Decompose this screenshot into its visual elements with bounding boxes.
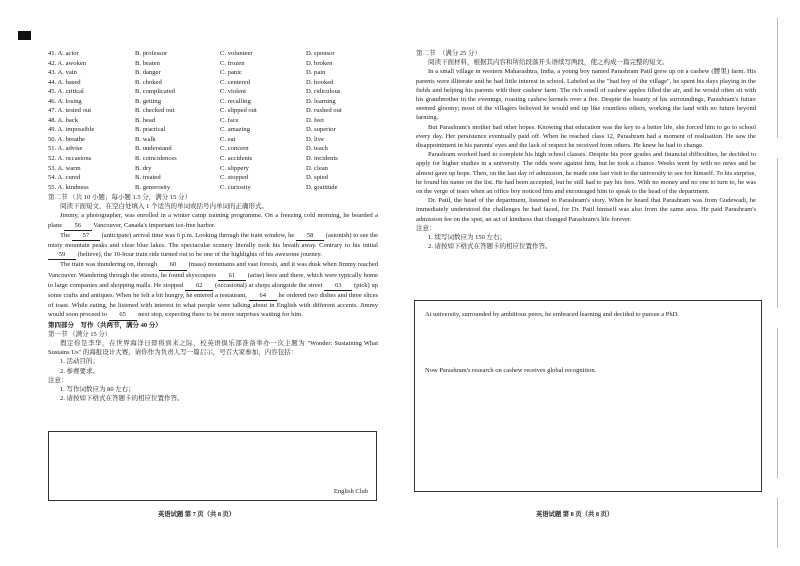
writing-prompt: 假定你是李华，在世界海洋日即将到来之际，校英语俱乐部准备举办一次主题为 "Wonder: Sustaining What Sustains Us" 的海报设计大赛，请你作为负责人写一篇启示，号召大家参加，内容包括： <box>48 340 378 357</box>
passage-paragraph <box>48 211 378 230</box>
option: D. ridiculous <box>306 88 341 96</box>
continuation-writing-section <box>416 49 756 251</box>
option: D. learning <box>306 97 336 105</box>
option: C. concern <box>220 145 249 153</box>
option-row <box>48 78 378 88</box>
blank-64[interactable]: 64 <box>249 291 277 301</box>
story-paragraph: But Parashram's mother had other hopes. Knowing that education was the key to a better life, she forced him to go to school every day. Her persistence eventually paid off. When he reached class 12, Parashram had a moment of realisation. He saw the disappointment in his parents' eyes and the lack of respect he received from others. He knew he had to change. <box>416 123 756 150</box>
option: 41. A. actor <box>48 50 79 57</box>
option: 49. A. impossible <box>48 126 95 134</box>
passage-text: Vancouver, Canada's important ice-free harbor. <box>93 221 216 229</box>
option: B. choked <box>135 78 162 86</box>
grammar-fill-section <box>48 193 378 403</box>
option: 53. A. warm <box>48 164 81 172</box>
page-footer: 英语试题 第 8 页（共 8 页） <box>536 511 614 518</box>
blank-62[interactable]: 62 <box>185 281 213 291</box>
page-footer: 英语试题 第 7 页（共 8 页） <box>158 511 236 518</box>
option: D. live <box>306 135 324 143</box>
blank-60[interactable]: 60 <box>159 260 187 270</box>
option-row <box>48 173 378 183</box>
passage-text: The <box>60 231 71 239</box>
option-row <box>48 125 378 135</box>
passage-text: (arise) here and there, which were typically home to large companies and shopping malls. He stopped <box>48 271 379 289</box>
blank-65[interactable]: 65 <box>109 310 137 320</box>
option-row <box>48 87 378 97</box>
story-paragraph: Dr. Patil, the head of the department, listened to Parashram's story. When he heard that Parashram was from Gudewadi, he immediately understood the challenges he had faced, for Dr. Patil himself was also from the same area. He paid Parashram's admission fee on the spot, an act of kindness that changed Parashram's life forever. <box>416 197 756 223</box>
blank-56[interactable]: 56 <box>64 221 92 231</box>
box-opening-line-1: At university, surrounded by ambitious peers, he embraced learning and decided to pursue a PhD. <box>425 311 679 318</box>
passage-text: (astonish) to see the misty mountain peaks and clear blue lakes. The spectacular scenery literally took his breath away. Contrary to his initial <box>48 231 379 250</box>
option-row <box>48 68 378 78</box>
option: B. generosity <box>135 183 171 191</box>
binding-edge <box>772 18 784 548</box>
option: 50. A. breathe <box>48 135 85 143</box>
option: C. stopped <box>220 174 249 182</box>
option-row <box>48 59 378 69</box>
section-instruction: 阅读下面短文，在空白处填入 1 个适当的单词或括号内单词的正确形式。 <box>60 203 268 211</box>
option: 54. A. cured <box>48 174 81 182</box>
option: 42. A. awoken <box>48 59 87 67</box>
section-title: 第二节 （共 10 小题；每小题 1.5 分，满分 15 分） <box>48 194 191 201</box>
option: D. hooked <box>306 78 334 86</box>
option: 51. A. advise <box>48 145 83 153</box>
option: B. professor <box>135 50 168 57</box>
option: 52. A. occasions <box>48 155 92 163</box>
option: C. slipped out <box>220 107 257 115</box>
blank-63[interactable]: 63 <box>324 281 352 291</box>
option: C. face <box>220 116 239 124</box>
option: B. walk <box>135 135 156 143</box>
cloze-options <box>48 49 378 192</box>
option-row <box>48 106 378 116</box>
option: B. coincidences <box>135 155 177 163</box>
option: B. getting <box>135 97 162 105</box>
passage-text: (pick) up some crafts and antiques. When he felt a bit hungry, he entered a restaurant, <box>48 281 379 300</box>
page-marker <box>18 31 31 40</box>
prompt-item: 2. 参赛要求。 <box>60 367 99 375</box>
option-row <box>48 116 378 126</box>
note-item: 1. 续写词数应为 150 左右； <box>428 234 506 242</box>
option: D. teach <box>306 145 328 153</box>
prompt-item: 1. 活动目的； <box>60 358 99 366</box>
option: C. panic <box>220 69 242 77</box>
option: D. incidents <box>306 155 338 163</box>
option: 48. A. back <box>48 116 79 124</box>
option: C. amazing <box>220 126 251 134</box>
option: D. broken <box>306 59 333 67</box>
passage-text: (mass) mountains and vast forests, and it was dusk when Jimmy reached Vancouver. Wandering through the streets, he found skyscrapers <box>48 261 379 279</box>
option: C. volunteer <box>220 50 253 57</box>
right-page <box>400 0 800 566</box>
section-instruction: 阅读下面材料，根据其内容和所给段落开头语续写两段，使之构成一篇完整的短文。 <box>428 59 669 67</box>
section-title: 第一节 （满分 15 分） <box>48 330 112 338</box>
option: B. danger <box>135 69 161 77</box>
blank-58[interactable]: 58 <box>296 231 324 241</box>
option: C. violent <box>220 88 247 96</box>
option: C. accidents <box>220 155 253 163</box>
option: 45. A. critical <box>48 88 84 96</box>
note-label: 注意： <box>416 224 436 232</box>
note-label: 注意： <box>48 376 68 384</box>
option: B. dry <box>135 164 152 172</box>
option-row <box>48 154 378 164</box>
passage-paragraph <box>48 231 378 261</box>
blank-57[interactable]: 57 <box>72 231 100 241</box>
passage-text: he ordered two dishes and three slices of toast. While eating, he listened with interest to what people were talking about in English with different accents. Jimmy would soon proceed to <box>48 292 378 319</box>
passage-text: The train was thundering on, through <box>60 261 158 269</box>
part-title: 第四部分 写作（共两节，满分 40 分） <box>48 321 162 329</box>
note-item: 2. 请按如下格式在答题卡的相应位置作答。 <box>428 243 552 251</box>
note-item: 1. 写作词数应为 80 左右； <box>60 386 135 394</box>
option: B. checked out <box>135 107 175 115</box>
passage-text: next stop, expecting there to be more surprises waiting for him. <box>138 311 303 319</box>
option: D. gratitude <box>306 183 338 191</box>
section-title: 第二节 （满分 25 分） <box>416 50 481 57</box>
option-row <box>48 144 378 154</box>
option: 46. A. losing <box>48 97 82 105</box>
passage-text: (occasional) at shops alongside the street <box>215 281 323 289</box>
option: B. understand <box>135 145 172 153</box>
passage-text: (believe), the 10-hour train ride turned out to be one of the highlights of his awesome journey. <box>77 251 322 259</box>
option: D. spied <box>306 174 328 182</box>
option: B. head <box>135 116 156 124</box>
box-opening-line-2: Now Parashram's research on cashew receives global recognition. <box>425 367 597 374</box>
option: D. rushed out <box>306 107 342 115</box>
option: 55. A. kindness <box>48 183 89 191</box>
option: B. practical <box>135 126 166 134</box>
option-row <box>48 97 378 107</box>
note-item: 2. 请按如下格式在答题卡的相应位置作答。 <box>60 395 184 403</box>
option: C. frozen <box>220 59 245 67</box>
option: D. clean <box>306 164 328 172</box>
option: C. slippery <box>220 164 249 172</box>
option: 47. A. tested out <box>48 107 92 115</box>
passage-text: Jimmy, a photographer, was enrolled in a winter camp training programme. On a freezing cold morning, he boarded a plane <box>48 212 378 229</box>
option: D. feet <box>306 116 324 124</box>
option: 43. A. vain <box>48 69 77 77</box>
story-paragraph: Parashram worked hard to complete his high school classes. Despite his poor grades and financial difficulties, he decided to apply for higher studies in a university. The odds were against him, but he took a chance. Weeks went by with no news and he almost gave up hope. Then, on the last day of admission, he made one last visit to the university to see for himself. To his surprise, he found his name on the list. He had been accepted, but he still had to pay his fees. With no money and no one to turn to, he was on the verge of tears when an office boy noticed him and encouraged him to speak to the head of the department. <box>416 151 756 196</box>
blank-59[interactable]: 59 <box>48 250 76 260</box>
option: B. complicated <box>135 88 175 96</box>
option: C. eat <box>220 135 236 143</box>
option: 44. A. based <box>48 78 81 86</box>
passage-paragraph <box>48 260 378 320</box>
option: B. beaten <box>135 59 160 67</box>
option: C. curiosity <box>220 183 251 191</box>
option: C. recalling <box>220 97 251 105</box>
option: D. pain <box>306 69 326 77</box>
story-paragraph: In a small village in western Maharashtra, India, a young boy named Parashram Patil grew up on a cashew (腰果) farm. His parents were illiterate and he had little interest in school. Labeled as the "bad boy of the village", he spent his days playing in the fields and helping his parents with their cashew farm. The rich smell of cashew apples filled the air, and he would often sit with his grandmother in the evenings, roasting cashew kernels over a fire. Despite the beauty of his surroundings, Parashram's future seemed gloomy; most of the villagers believed he would end up like countless others, working the land with no future beyond farming. <box>416 68 756 122</box>
answer-box-writing-2[interactable] <box>414 300 762 492</box>
passage-text: (anticipate) arrival time was 6 p.m. Looking through the train window, he <box>101 231 295 239</box>
option: B. treated <box>135 174 161 182</box>
option: D. superior <box>306 126 336 134</box>
option: C. centered <box>220 78 251 86</box>
option-row <box>48 183 378 193</box>
answer-box-writing-1[interactable] <box>48 431 377 501</box>
option-row <box>48 135 378 145</box>
box-signature: English Club <box>333 488 368 495</box>
option-row <box>48 164 378 174</box>
option-row <box>48 49 378 59</box>
blank-61[interactable]: 61 <box>218 271 246 281</box>
option: D. sponsor <box>306 50 335 57</box>
